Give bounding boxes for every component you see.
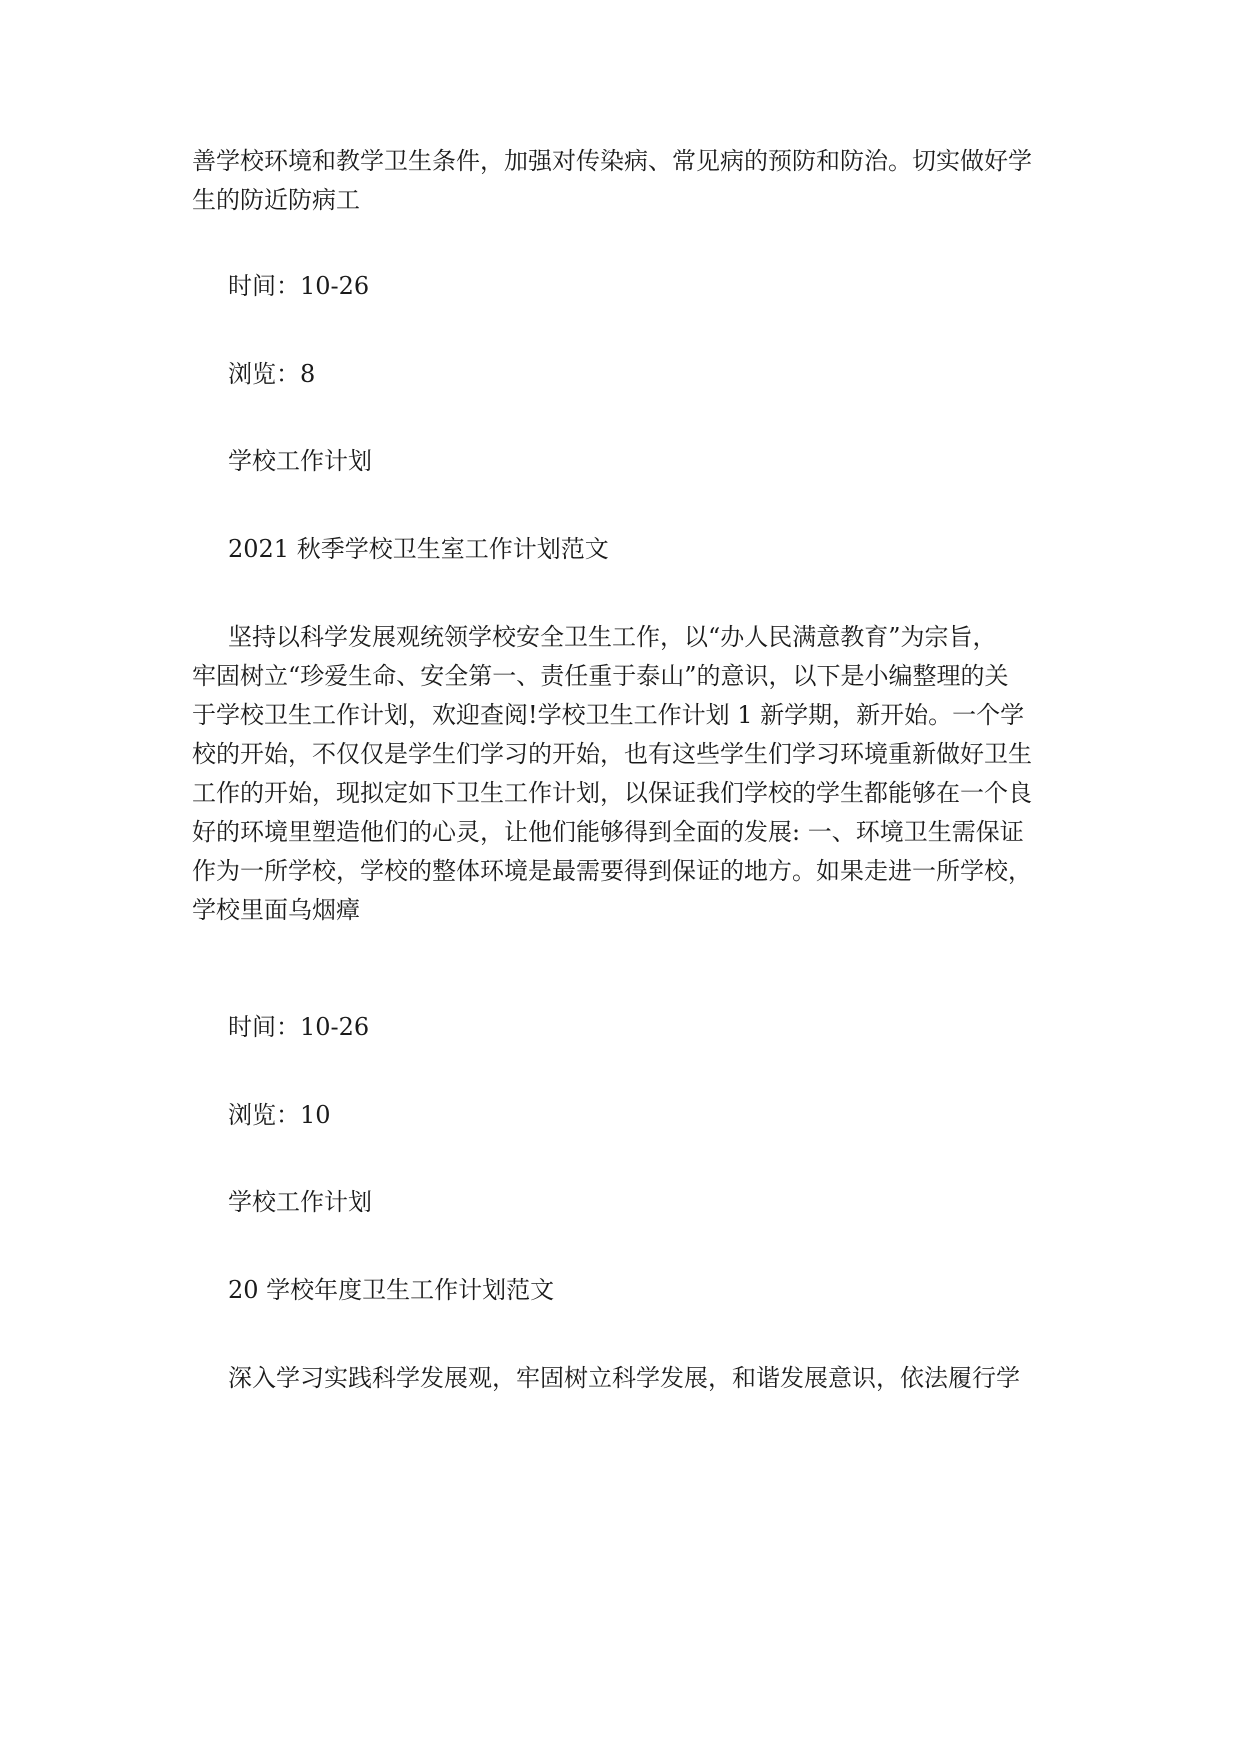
text-line: 牢固树立“珍爱生命、安全第一、责任重于泰山”的意识，以下是小编整理的关 <box>192 662 1009 690</box>
text-line: 校的开始，不仅仅是学生们学习的开始，也有这些学生们学习环境重新做好卫生 <box>192 740 1032 768</box>
text-line: 作为一所学校，学校的整体环境是最需要得到保证的地方。如果走进一所学校， <box>192 857 1032 885</box>
text-line: 学校里面乌烟瘴 <box>192 896 360 924</box>
text-line: 工作的开始，现拟定如下卫生工作计划，以保证我们学校的学生都能够在一个良 <box>192 779 1032 807</box>
text-line: 于学校卫生工作计划，欢迎查阅!学校卫生工作计划 1 新学期，新开始。一个学 <box>192 701 1025 729</box>
paragraph-continuation <box>192 142 1052 220</box>
text-line: 好的环境里塑造他们的心灵，让他们能够得到全面的发展: 一、环境卫生需保证 <box>192 818 1024 846</box>
article-time: 时间：10-26 <box>228 1013 370 1041</box>
article-views: 浏览：10 <box>228 1101 331 1129</box>
article-summary <box>192 618 1052 930</box>
article-category: 学校工作计划 <box>228 1188 372 1216</box>
text-line: 深入学习实践科学发展观，牢固树立科学发展，和谐发展意识，依法履行学 <box>228 1364 1020 1392</box>
article-time: 时间：10-26 <box>228 272 370 300</box>
text-line: 生的防近防病工 <box>192 186 360 214</box>
article-summary <box>192 1359 1052 1398</box>
text-line: 坚持以科学发展观统领学校安全卫生工作，以“办人民满意教育”为宗旨， <box>228 623 997 651</box>
text-line: 善学校环境和教学卫生条件，加强对传染病、常见病的预防和防治。切实做好学 <box>192 147 1032 175</box>
article-category: 学校工作计划 <box>228 447 372 475</box>
article-views: 浏览：8 <box>228 360 316 388</box>
article-title: 20 学校年度卫生工作计划范文 <box>228 1276 555 1304</box>
article-title: 2021 秋季学校卫生室工作计划范文 <box>228 535 609 563</box>
